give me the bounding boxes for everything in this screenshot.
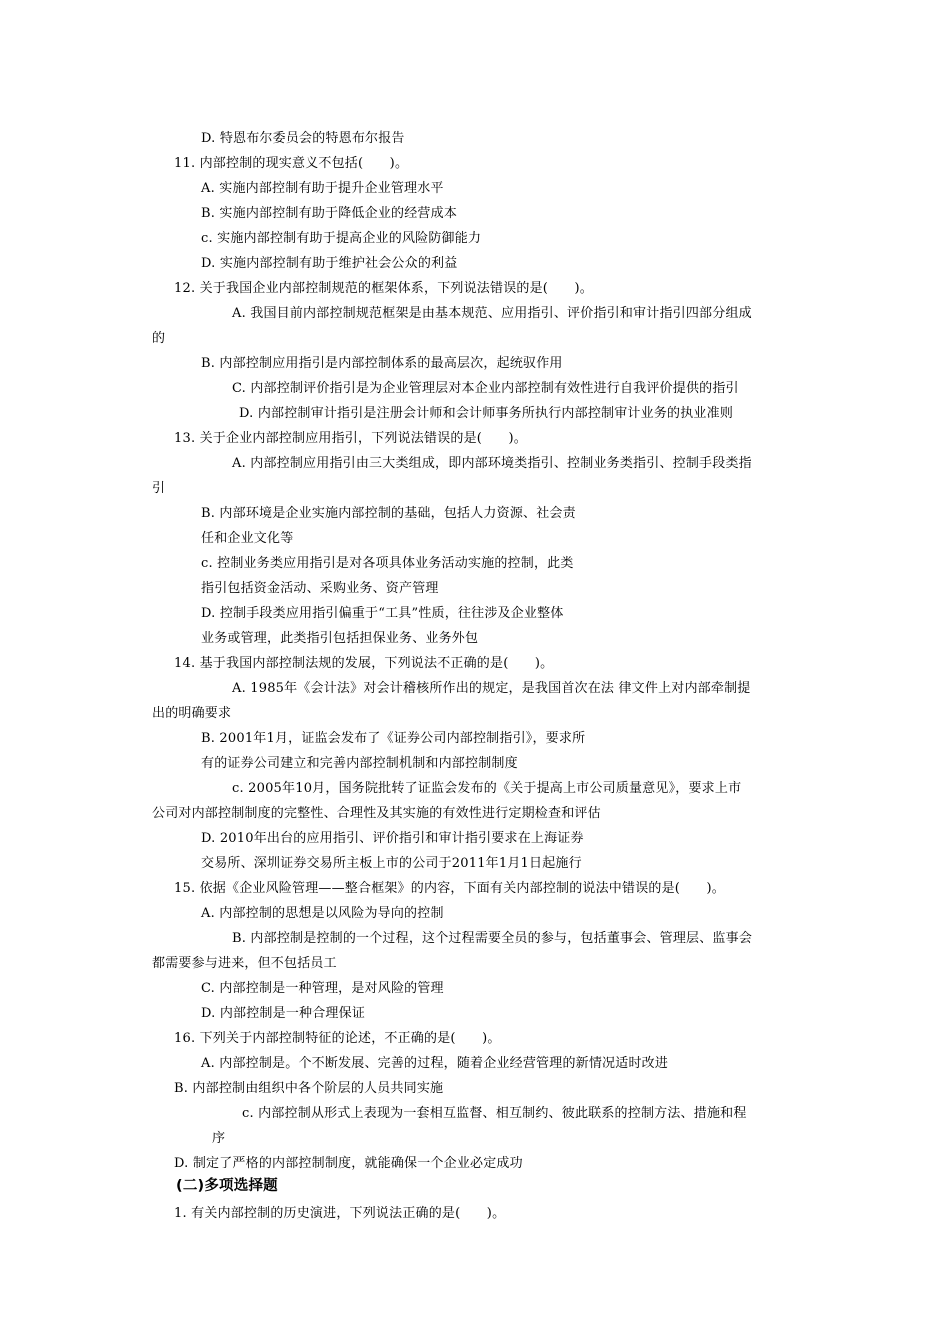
q15-option-b: B. 内部控制是控制的一个过程，这个过程需要全员的参与，包括董事会、管理层、监事会 (232, 931, 753, 946)
q11-option-b: B. 实施内部控制有助于降低企业的经营成本 (201, 206, 458, 221)
q15-stem: 15. 依据《企业风险管理——整合框架》的内容，下面有关内部控制的说法中错误的是( )。 (174, 881, 725, 896)
q14-option-a-cont: 出的明确要求 (152, 706, 232, 721)
q14-option-b: B. 2001年1月，证监会发布了《证券公司内部控制指引》，要求所 (201, 731, 586, 746)
q16-option-c-cont: 序 (212, 1131, 226, 1146)
q16-stem: 16. 下列关于内部控制特征的论述，不正确的是( )。 (174, 1031, 501, 1046)
q14-option-b-cont: 有的证券公司建立和完善内部控制机制和内部控制制度 (201, 756, 518, 771)
q13-option-b-cont: 任和企业文化等 (201, 531, 294, 546)
q13-option-c-cont: 指引包括资金活动、采购业务、资产管理 (201, 581, 439, 596)
q14-option-a: A. 1985年《会计法》对会计稽核所作出的规定，是我国首次在法 律文件上对内部牵制提 (232, 681, 751, 696)
q11-stem: 11. 内部控制的现实意义不包括( )。 (174, 156, 409, 171)
q14-option-c: c. 2005年10月，国务院批转了证监会发布的《关于提高上市公司质量意见》，要求上市 (232, 781, 742, 796)
q12-option-a-cont: 的 (152, 331, 166, 346)
q13-option-d: D. 控制手段类应用指引偏重于“工具”性质，往往涉及企业整体 (201, 606, 564, 621)
q14-option-d: D. 2010年出台的应用指引、评价指引和审计指引要求在上海证券 (201, 831, 584, 846)
q16-option-a: A. 内部控制是。个不断发展、完善的过程，随着企业经营管理的新情况适时改进 (201, 1056, 669, 1071)
q13-option-a-cont: 引 (152, 481, 166, 496)
q11-option-c: c. 实施内部控制有助于提高企业的风险防御能力 (201, 231, 482, 246)
q15-option-b-cont: 都需要参与进来，但不包括员工 (152, 956, 337, 971)
q12-option-a: A. 我国目前内部控制规范框架是由基本规范、应用指引、评价指引和审计指引四部分组成 (232, 306, 752, 321)
q15-option-d: D. 内部控制是一种合理保证 (201, 1006, 366, 1021)
q13-option-d-cont: 业务或管理，此类指引包括担保业务、业务外包 (201, 631, 479, 646)
q13-stem: 13. 关于企业内部控制应用指引，下列说法错误的是( )。 (174, 431, 527, 446)
q16-option-c: c. 内部控制从形式上表现为一套相互监督、相互制约、彼此联系的控制方法、措施和程 (242, 1106, 747, 1121)
q14-stem: 14. 基于我国内部控制法规的发展，下列说法不正确的是( )。 (174, 656, 554, 671)
section-heading: (二)多项选择题 (176, 1178, 278, 1194)
q14-option-d-cont: 交易所、深圳证券交易所主板上市的公司于2011年1月1日起施行 (201, 856, 582, 871)
q13-option-a: A. 内部控制应用指引由三大类组成，即内部环境类指引、控制业务类指引、控制手段类指 (232, 456, 752, 471)
q12-option-b: B. 内部控制应用指引是内部控制体系的最高层次，起统驭作用 (201, 356, 563, 371)
q12-stem: 12. 关于我国企业内部控制规范的框架体系，下列说法错误的是( )。 (174, 281, 593, 296)
q13-option-c: c. 控制业务类应用指引是对各项具体业务活动实施的控制，此类 (201, 556, 574, 571)
q11-option-d: D. 实施内部控制有助于维护社会公众的利益 (201, 256, 458, 271)
q12-option-c: C. 内部控制评价指引是为企业管理层对本企业内部控制有效性进行自我评价提供的指引 (232, 381, 739, 396)
q14-option-c-cont: 公司对内部控制制度的完整性、合理性及其实施的有效性进行定期检查和评估 (152, 806, 601, 821)
q15-option-c: C. 内部控制是一种管理，是对风险的管理 (201, 981, 444, 996)
mq1-stem: 1. 有关内部控制的历史演进，下列说法正确的是( )。 (174, 1206, 506, 1221)
q13-option-b: B. 内部环境是企业实施内部控制的基础，包括人力资源、社会责 (201, 506, 576, 521)
q11-option-a: A. 实施内部控制有助于提升企业管理水平 (201, 181, 444, 196)
q10-option-d: D. 特恩布尔委员会的特恩布尔报告 (201, 131, 405, 146)
q12-option-d: D. 内部控制审计指引是注册会计师和会计师事务所执行内部控制审计业务的执业准则 (239, 406, 734, 421)
q15-option-a: A. 内部控制的思想是以风险为导向的控制 (201, 906, 444, 921)
q16-option-b: B. 内部控制由组织中各个阶层的人员共同实施 (174, 1081, 444, 1096)
q16-option-d: D. 制定了严格的内部控制制度，就能确保一个企业必定成功 (174, 1156, 523, 1171)
